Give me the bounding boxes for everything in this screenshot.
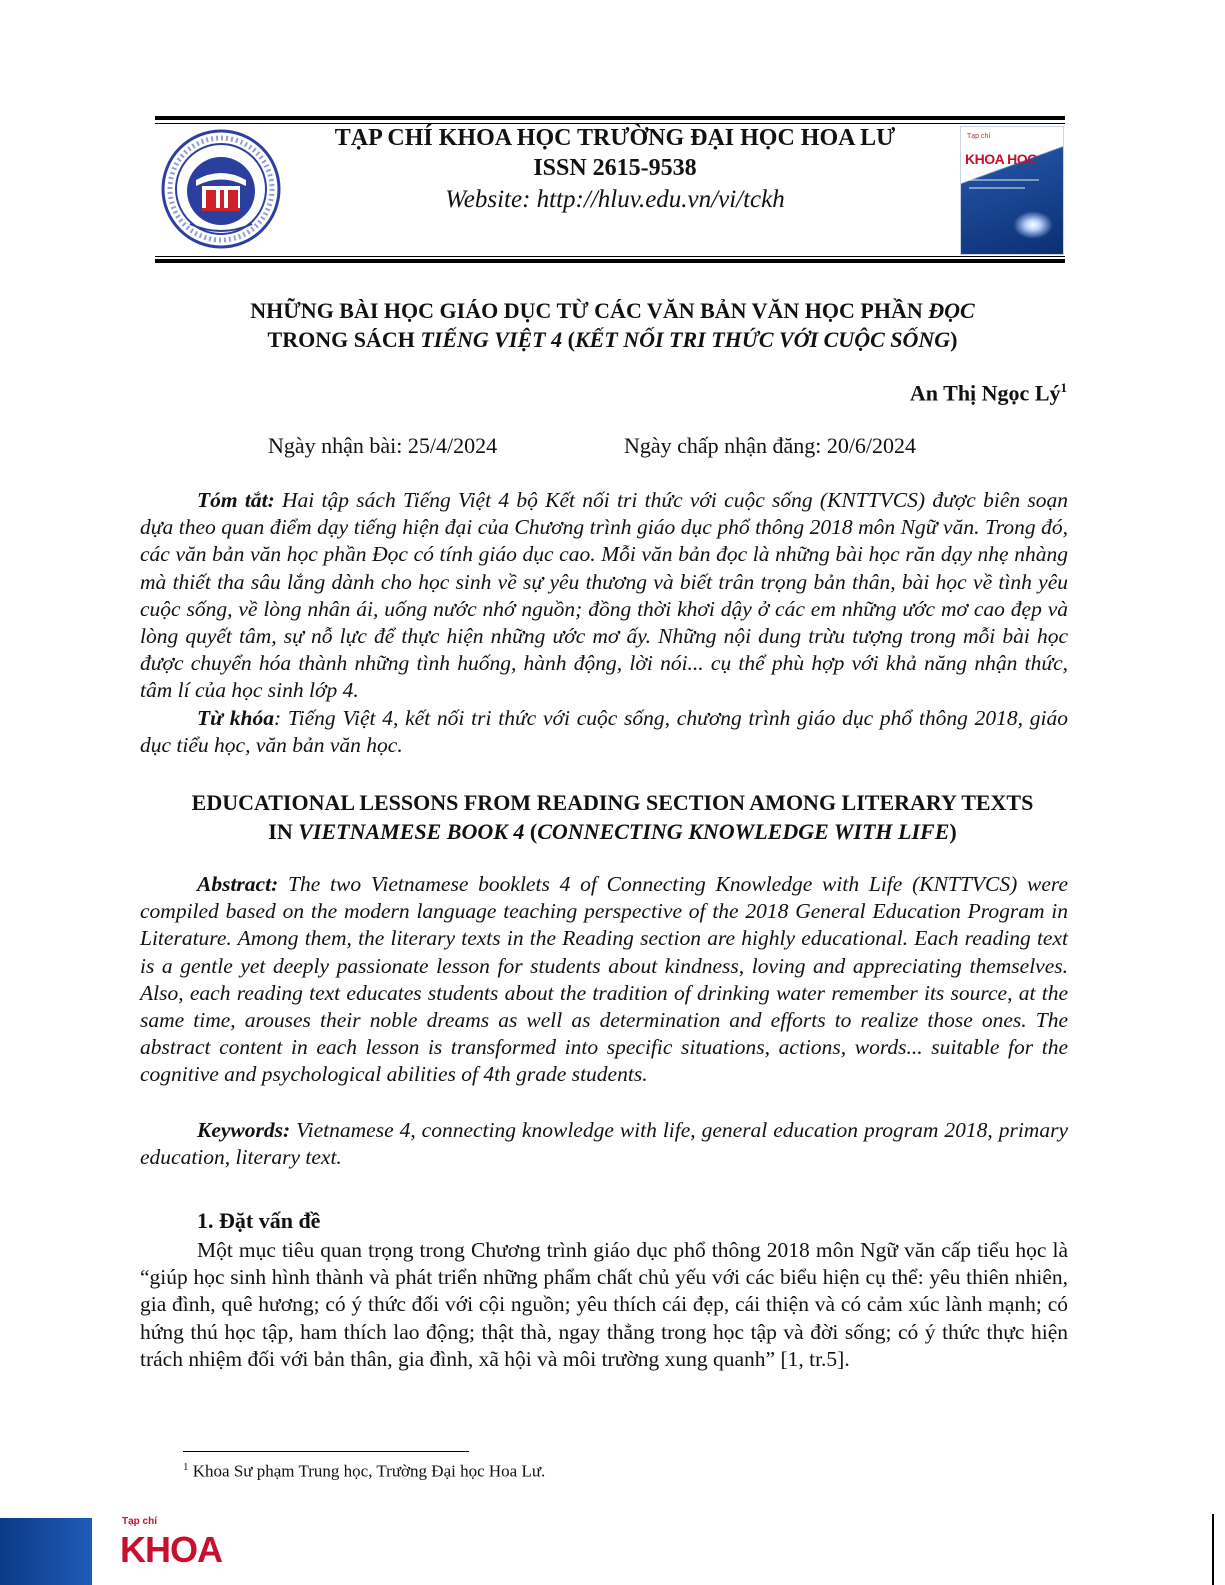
title-en-book-name: VIETNAMESE BOOK 4 — [298, 819, 525, 844]
header-top-rule-thin — [155, 123, 1065, 124]
title-vi-line2-text-a: TRONG SÁCH — [267, 327, 421, 352]
abstract-vi — [140, 487, 1068, 705]
keywords-vi — [140, 705, 1068, 759]
title-en-line2-text-a: IN — [268, 819, 299, 844]
bottom-journal-logo: KHOA — [120, 1530, 222, 1570]
title-en-line2-text-b: ( — [524, 819, 538, 844]
title-vi-line2-text-b: ( — [562, 327, 575, 352]
abstract-vi-label: Tóm tắt: — [197, 488, 275, 512]
header-bottom-rule-thick — [155, 259, 1065, 263]
abstract-vi-text: Hai tập sách Tiếng Việt 4 bộ Kết nối tri thức với cuộc sống (KNTTVCS) được biên soạn dựa theo quan điểm dạy tiếng hiện đại của Chương trình giáo dục phổ thông 2018 môn Ngữ văn. Trong đó, các văn bản văn học phần Đọc có tính giáo dục cao. Mỗi văn bản đọc là những bài học răn dạy nhẹ nhàng mà thiết tha sâu lắng dành cho học sinh về sự yêu thương và biết trân trọng bản thân, bài học về tình yêu cuộc sống, về lòng nhân ái, uống nước nhớ nguồn; đồng thời khơi dậy ở các em những ước mơ cao đẹp và lòng quyết tâm, sự nỗ lực để thực hiện những ước mơ ấy. Những nội dung trừu tượng trong mỗi bài học được chuyển hóa thành những tình huống, hành động, lời nói... cụ thể phù hợp với khả năng nhận thức, tâm lí của học sinh lớp 4. — [140, 488, 1068, 703]
keywords-en-label: Keywords: — [197, 1118, 291, 1142]
university-seal-logo — [160, 128, 282, 250]
cover-brand-text: KHOA HỌC — [965, 151, 1037, 167]
author-name — [910, 380, 1067, 406]
accepted-date: Ngày chấp nhận đăng: 20/6/2024 — [624, 433, 917, 458]
title-en-series-name: CONNECTING KNOWLEDGE WITH LIFE — [537, 819, 950, 844]
journal-cover-thumbnail — [960, 126, 1064, 255]
author-footnote-marker: 1 — [1060, 380, 1067, 395]
header-top-rule-thick — [155, 116, 1065, 120]
cover-decor-line — [969, 187, 1025, 189]
title-en-line1: EDUCATIONAL LESSONS FROM READING SECTION AMONG LITERARY TEXTS — [191, 790, 1034, 815]
footnote-rule — [183, 1451, 469, 1452]
abstract-en — [140, 871, 1068, 1089]
title-vi-line1-text: NHỮNG BÀI HỌC GIÁO DỤC TỪ CÁC VĂN BẢN VĂN HỌC PHẦN — [250, 298, 929, 323]
bottom-blue-band — [0, 1518, 92, 1585]
title-en-line2-text-c: ) — [949, 819, 957, 844]
footnote-text: Khoa Sư phạm Trung học, Trường Đại học Hoa Lư. — [188, 1461, 546, 1481]
cover-small-text: Tạp chí — [967, 133, 991, 140]
journal-website: Website: http://hluv.edu.vn/vi/tckh — [445, 186, 785, 213]
abstract-en-label: Abstract: — [197, 872, 279, 896]
title-vi-series-name: KẾT NỐI TRI THỨC VỚI CUỘC SỐNG — [574, 327, 951, 352]
header-bottom-rule-thin — [155, 256, 1065, 257]
cover-light-flare — [1013, 211, 1053, 239]
section-heading: 1. Đặt vấn đề — [197, 1208, 321, 1233]
page-edge-line — [1212, 1514, 1214, 1585]
journal-issn: ISSN 2615-9538 — [533, 155, 697, 181]
footnote — [183, 1461, 545, 1482]
article-title-en — [100, 788, 1125, 846]
title-vi-line2-text-c: ) — [950, 327, 958, 352]
keywords-en-text: Vietnamese 4, connecting knowledge with life, general education program 2018, primary education, literary text. — [140, 1118, 1068, 1170]
keywords-vi-label: Từ khóa — [197, 706, 274, 730]
abstract-en-text: The two Vietnamese booklets 4 of Connecting Knowledge with Life (KNTTVCS) were compiled based on the modern language teaching perspective of the 2018 General Education Program in Literature. Among them, the literary texts in the Reading section are highly educational. Each reading text is a gentle yet deeply passionate lesson for students about kindness, loving and appreciating themselves. Also, each reading text educates students about the tradition of drinking water remember its source, at the same time, arouses their noble dreams as well as determination and efforts to realize those ones. The abstract content in each lesson is transformed into specific situations, actions, words... suitable for the cognitive and psychological abilities of 4th grade students. — [140, 872, 1068, 1087]
journal-name: TẠP CHÍ KHOA HỌC TRƯỜNG ĐẠI HỌC HOA LƯ — [334, 125, 896, 151]
article-title-vi — [100, 296, 1125, 354]
author-name-text: An Thị Ngọc Lý — [909, 380, 1061, 406]
footnote-marker: 1 — [183, 1461, 189, 1473]
title-vi-book-name: TIẾNG VIỆT 4 — [420, 327, 563, 352]
received-date: Ngày nhận bài: 25/4/2024 — [268, 433, 498, 458]
keywords-vi-text: : Tiếng Việt 4, kết nối tri thức với cuộc sống, chương trình giáo dục phổ thông 2018, giáo dục tiểu học, văn bản văn học. — [140, 706, 1068, 758]
cover-decor-line — [969, 179, 1039, 181]
section-body-text: Một mục tiêu quan trọng trong Chương trình giáo dục phổ thông 2018 môn Ngữ văn cấp tiểu học là “giúp học sinh hình thành và phát triển những phẩm chất chủ yếu với các biểu hiện cụ thể: yêu thiên nhiên, gia đình, quê hương; có ý thức đối với cội nguồn; yêu thích cái đẹp, cái thiện và có cảm xúc lành mạnh; có hứng thú học tập, ham thích lao động; thật thà, ngay thẳng trong học tập và đời sống; có ý thức thực hiện trách nhiệm đối với bản thân, gia đình, xã hội và môi trường xung quanh” [1, tr.5]. — [140, 1238, 1068, 1371]
keywords-en — [140, 1117, 1068, 1171]
bottom-logo-small-text: Tạp chí — [122, 1516, 158, 1527]
title-vi-line1-italic: ĐỌC — [928, 298, 975, 323]
